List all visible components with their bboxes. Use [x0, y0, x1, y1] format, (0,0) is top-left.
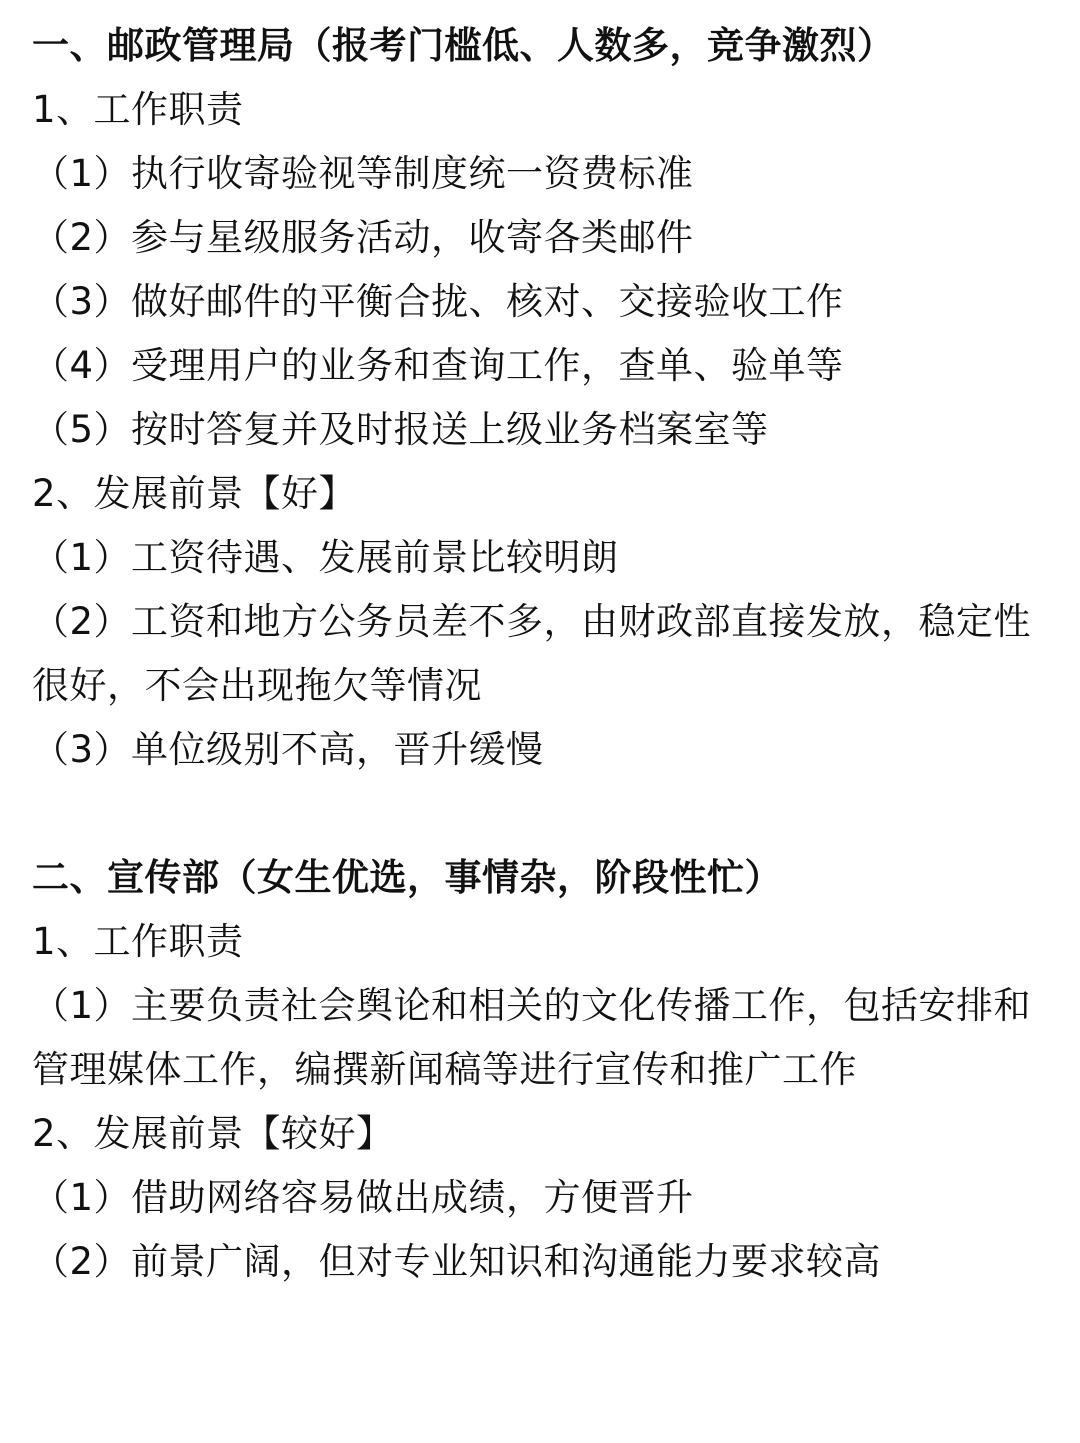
subheading-duties: 1、工作职责 [32, 88, 244, 131]
list-item: （1）执行收寄验视等制度统一资费标准 [32, 152, 694, 195]
subheading-prospects: 2、发展前景【较好】 [32, 1112, 394, 1155]
section-postal-bureau [32, 14, 1032, 782]
list-item: （5）按时答复并及时报送上级业务档案室等 [32, 408, 769, 451]
document-page [32, 14, 1032, 1294]
section-heading: 一、邮政管理局（报考门槛低、人数多，竞争激烈） [32, 24, 895, 67]
list-item: （3）单位级别不高，晋升缓慢 [32, 728, 544, 771]
list-item: （1）主要负责社会舆论和相关的文化传播工作，包括安排和管理媒体工作，编撰新闻稿等进行宣传和推广工作 [32, 984, 1032, 1091]
section-publicity-department [32, 846, 1032, 1294]
list-item: （2）前景广阔，但对专业知识和沟通能力要求较高 [32, 1240, 882, 1283]
list-item: （3）做好邮件的平衡合拢、核对、交接验收工作 [32, 280, 844, 323]
list-item: （2）工资和地方公务员差不多，由财政部直接发放，稳定性很好，不会出现拖欠等情况 [32, 600, 1032, 707]
list-item: （1）借助网络容易做出成绩，方便晋升 [32, 1176, 694, 1219]
subheading-duties: 1、工作职责 [32, 920, 244, 963]
list-item: （1）工资待遇、发展前景比较明朗 [32, 536, 619, 579]
list-item: （2）参与星级服务活动，收寄各类邮件 [32, 216, 694, 259]
list-item: （4）受理用户的业务和查询工作，查单、验单等 [32, 344, 844, 387]
section-heading: 二、宣传部（女生优选，事情杂，阶段性忙） [32, 856, 782, 899]
subheading-prospects: 2、发展前景【好】 [32, 472, 357, 515]
